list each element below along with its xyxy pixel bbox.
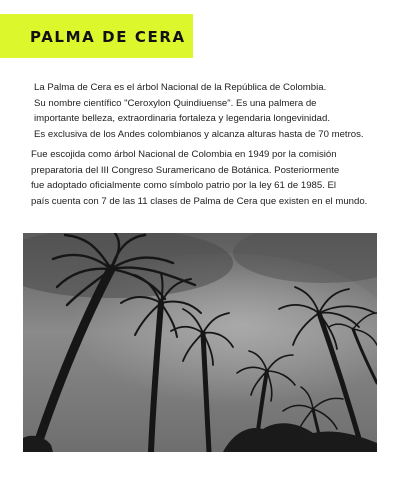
intro-line-2: Su nombre científico "Ceroxylon Quindiuense". Es una palmera de (34, 97, 317, 109)
history-line-3: fue adoptado oficialmente como símbolo patrio por la ley 61 de 1985. El (31, 180, 337, 191)
intro-line-1: La Palma de Cera es el árbol Nacional de la República de Colombia. (34, 82, 327, 93)
intro-paragraph (34, 80, 379, 142)
intro-line-3: importante belleza, extraordinaria fortaleza y legendaria longevinidad. (34, 113, 330, 124)
history-paragraph (31, 147, 376, 209)
history-line-1: Fue escojida como árbol Nacional de Colombia en 1949 por la comisión (31, 149, 337, 160)
title-banner (0, 14, 193, 58)
history-line-4: país cuenta con 7 de las 11 clases de Palma de Cera que existen en el mundo. (31, 195, 368, 207)
intro-line-4: Es exclusiva de los Andes colombianos y alcanza alturas hasta de 70 metros. (34, 128, 364, 140)
wax-palm-photo (23, 233, 377, 452)
page-title: PALMA DE CERA (30, 28, 186, 46)
history-line-2: preparatoria del III Congreso Suramericano de Botánica. Posteriormente (31, 164, 340, 176)
